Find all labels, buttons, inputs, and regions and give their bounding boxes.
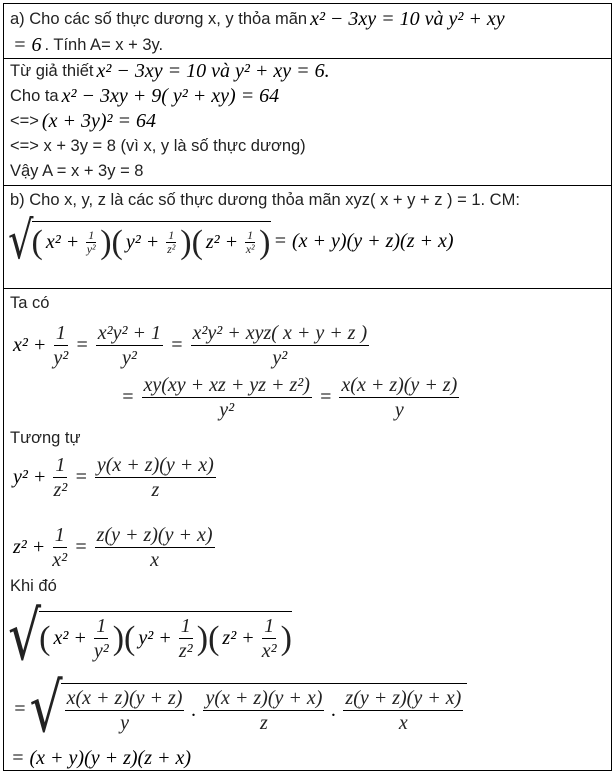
fraction xyxy=(53,321,68,370)
sqrt: √ ( x² + $\frac{1}{\text{y²}}$ ) ( y² + $\frac{1}{\text{z²}}$ ) ( z² + $\frac{1}{\text{x²}}$ ) xyxy=(8,211,271,271)
row-divider xyxy=(3,185,612,186)
text: Từ giả thiết xyxy=(10,62,94,80)
denominator: x² xyxy=(52,548,68,571)
sqrt: √ ( x² + $\frac{1}{\text{y²}}$ ) ( y² + $\frac{1}{\text{z²}}$ ) ( z² + $\frac{1}{\text{x²}}$ ) xyxy=(8,598,292,676)
fraction xyxy=(343,686,463,735)
math: = (x + y)(y + z)(z + x) xyxy=(273,229,454,252)
denominator: z² xyxy=(167,242,176,256)
math: = (x + y)(y + z)(z + x) xyxy=(11,746,192,769)
equation-3 xyxy=(10,450,220,504)
radical-sign: √ xyxy=(8,598,42,676)
fraction xyxy=(86,229,96,256)
fraction xyxy=(94,614,109,663)
equation-6 xyxy=(10,670,467,748)
equals: = xyxy=(170,333,184,356)
final-result xyxy=(8,746,194,770)
fraction xyxy=(96,321,163,370)
equals: = xyxy=(74,535,88,558)
denominator: y xyxy=(120,712,129,734)
numerator: xy(xy + xz + yz + z²) xyxy=(143,373,310,396)
text: Ta có xyxy=(10,293,50,312)
math: x² + xyxy=(45,231,80,253)
tuong-tu xyxy=(10,426,81,450)
numerator: 1 xyxy=(168,228,175,242)
denominator: y² xyxy=(272,346,288,369)
question-b-line1 xyxy=(10,188,520,213)
numerator: 1 xyxy=(55,453,66,476)
math: x² − 3xy = 10 và y² + xy xyxy=(310,7,505,30)
khi-do xyxy=(10,574,57,598)
math: y² + xyxy=(138,627,172,649)
equation-4 xyxy=(10,520,219,574)
numerator: 1 xyxy=(88,228,95,242)
text: Vậy A = x + 3y = 8 xyxy=(10,162,144,180)
fraction xyxy=(179,614,193,663)
equation-1 xyxy=(10,318,373,372)
math: y² + xyxy=(13,465,47,488)
fraction xyxy=(166,229,176,256)
fraction xyxy=(95,523,215,572)
equals: = xyxy=(75,333,89,356)
fraction xyxy=(53,453,67,502)
fraction xyxy=(142,373,312,422)
fraction xyxy=(65,686,185,735)
numerator: z(y + z)(y + x) xyxy=(96,523,213,546)
math: y² + xyxy=(125,231,160,253)
text: Cho ta xyxy=(10,87,59,105)
denominator: z xyxy=(260,712,268,734)
denominator: z xyxy=(151,478,160,501)
numerator: z(y + z)(y + x) xyxy=(345,687,462,709)
text: Khi đó xyxy=(10,576,57,595)
fraction xyxy=(262,614,277,663)
fraction xyxy=(191,321,370,370)
question-a-line2 xyxy=(10,32,163,58)
sqrt xyxy=(29,670,468,748)
denominator: x xyxy=(398,712,408,734)
text: <=> xyxy=(10,112,39,130)
equals: = xyxy=(74,465,88,488)
denominator: z² xyxy=(178,640,193,662)
denominator: y xyxy=(394,398,404,421)
fraction xyxy=(203,686,324,735)
denominator: x² xyxy=(261,640,277,662)
solution-a-line2 xyxy=(10,84,282,109)
dot: . xyxy=(331,699,337,721)
radical-sign: √ xyxy=(29,670,63,748)
math: x² + xyxy=(53,627,87,649)
math: = 6 xyxy=(13,33,42,56)
solution-a-line1 xyxy=(10,59,333,84)
fraction xyxy=(52,523,67,572)
fraction xyxy=(339,373,459,422)
numerator: x(x + z)(y + z) xyxy=(66,687,183,709)
solution-a-line5 xyxy=(10,159,143,184)
numerator: x(x + z)(y + z) xyxy=(341,373,458,396)
question-b-equation xyxy=(8,211,457,271)
fraction xyxy=(95,453,216,502)
fraction xyxy=(245,229,255,256)
math: z² + xyxy=(205,231,239,253)
text: b) Cho x, y, z là các số thực dương thỏa mãn xyz( x + y + z ) = 1. CM: xyxy=(10,191,520,209)
math: z² + xyxy=(13,535,46,558)
math: x² − 3xy + 9( y² + xy) = 64 xyxy=(61,85,280,107)
equation-5 xyxy=(8,598,292,676)
question-a-line1 xyxy=(10,6,508,32)
text: a) Cho các số thực dương x, y thỏa mãn xyxy=(10,9,308,28)
text: Tương tự xyxy=(10,428,81,447)
denominator: y² xyxy=(93,640,109,662)
equals: = xyxy=(318,385,333,408)
math: z² + xyxy=(222,627,255,649)
denominator: y² xyxy=(219,398,235,421)
ta-co xyxy=(10,291,49,315)
numerator: 1 xyxy=(247,228,254,242)
math: x² + xyxy=(13,333,47,356)
equation-2 xyxy=(118,370,463,424)
text: <=> x + 3y = 8 (vì x, y là số thực dương) xyxy=(10,137,306,155)
numerator: 1 xyxy=(264,615,275,637)
dot: . xyxy=(191,699,197,721)
math: x² − 3xy = 10 và y² + xy = 6. xyxy=(96,60,330,82)
denominator: x² xyxy=(245,242,255,256)
row-divider xyxy=(3,288,612,289)
numerator: 1 xyxy=(54,523,65,546)
denominator: z² xyxy=(53,478,68,501)
numerator: y(x + z)(y + x) xyxy=(96,453,214,476)
numerator: y(x + z)(y + x) xyxy=(205,687,323,709)
numerator: x²y² + xyz( x + y + z ) xyxy=(192,321,368,344)
denominator: y² xyxy=(86,242,96,256)
solution-a-line3 xyxy=(10,109,159,134)
numerator: 1 xyxy=(96,615,107,637)
numerator: x²y² + 1 xyxy=(97,321,161,344)
denominator: y² xyxy=(121,346,137,369)
math: (x + 3y)² = 64 xyxy=(41,110,156,132)
denominator: x xyxy=(150,548,160,571)
solution-a-line4 xyxy=(10,134,306,159)
equals: = xyxy=(121,385,135,408)
equals: = xyxy=(13,697,27,720)
radical-sign: √ xyxy=(8,211,34,271)
text: . Tính A= x + 3y. xyxy=(44,35,164,54)
numerator: 1 xyxy=(55,321,66,344)
denominator: y² xyxy=(53,346,69,369)
numerator: 1 xyxy=(180,615,191,637)
